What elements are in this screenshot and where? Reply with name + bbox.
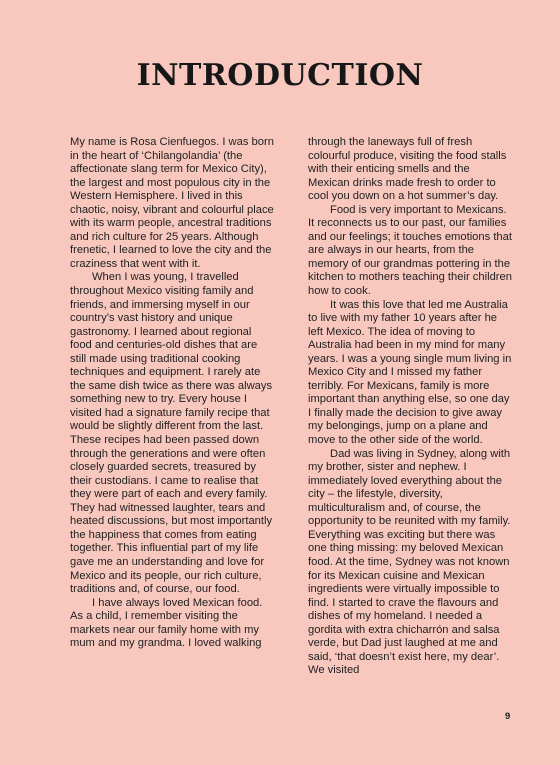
paragraph: Dad was living in Sydney, along with my brother, sister and nephew. I immediately loved everything about the city – the lifestyle, diversity, multiculturalism and, of course, the opportunity to be reunited with my family. Everything was exciting but there was one thing missing: my beloved Mexican food. At the time, Sydney was not known for its Mexican cuisine and Mexican ingredients were virtually impossible to find. I started to crave the flavours and dishes of my homeland. I needed a gordita with extra chicharrón and salsa verde, but Dad just laughed at me and said, ‘that doesn’t exist here, my dear’. We visited — [308, 447, 511, 677]
paragraph: When I was young, I travelled throughout Mexico visiting family and friends, and immersing myself in our country’s vast history and unique gastronomy. I learned about regional food and centuries-old dishes that are still made using traditional cooking techniques and equipment. I rarely ate the same dish twice as there was always something new to try. Every house I visited had a signature family recipe that would be slightly different from the last. These recipes had been passed down through the generations and were often closely guarded secrets, treasured by their custodians. I came to realise that they were part of each and every family. They had witnessed laughter, tears and heated discussions, but most importantly the happiness that comes from eating together. This influential part of my life gave me an understanding and love for Mexico and its people, our rich culture, traditions and, of course, our food. — [70, 271, 273, 596]
right-column — [308, 136, 512, 678]
page-title: INTRODUCTION — [136, 58, 424, 93]
page-number: 9 — [505, 711, 511, 722]
paragraph: through the laneways full of fresh colourful produce, visiting the food stalls with their enticing smells and the Mexican drinks made fresh to order to cool you down on a hot summer’s day. — [308, 136, 507, 203]
paragraph: My name is Rosa Cienfuegos. I was born in the heart of ‘Chilangolandia’ (the affectionate slang term for Mexico City), the largest and most populous city in the Western Hemisphere. I lived in this chaotic, noisy, vibrant and colourful place with its warm people, ancestral traditions and rich culture for 25 years. Although frenetic, I learned to love the city and the craziness that went with it. — [70, 136, 274, 270]
paragraph: It was this love that led me Australia to live with my father 10 years after he left Mexico. The idea of moving to Australia had been in my mind for many years. I was a young single mum living in Mexico City and I missed my father terribly. For Mexicans, family is more important than anything else, so one day I finally made the decision to give away my belongings, jump on a plane and move to the other side of the world. — [308, 298, 512, 447]
left-column — [70, 136, 274, 651]
paragraph: Food is very important to Mexicans. It reconnects us to our past, our families and our feelings; it touches emotions that are always in our hearts, from the memory of our grandmas pottering in the kitchen to mothers teaching their children how to cook. — [308, 203, 512, 298]
paragraph: I have always loved Mexican food. As a child, I remember visiting the markets near our family home with my mum and my grandma. I loved walking — [70, 596, 263, 650]
